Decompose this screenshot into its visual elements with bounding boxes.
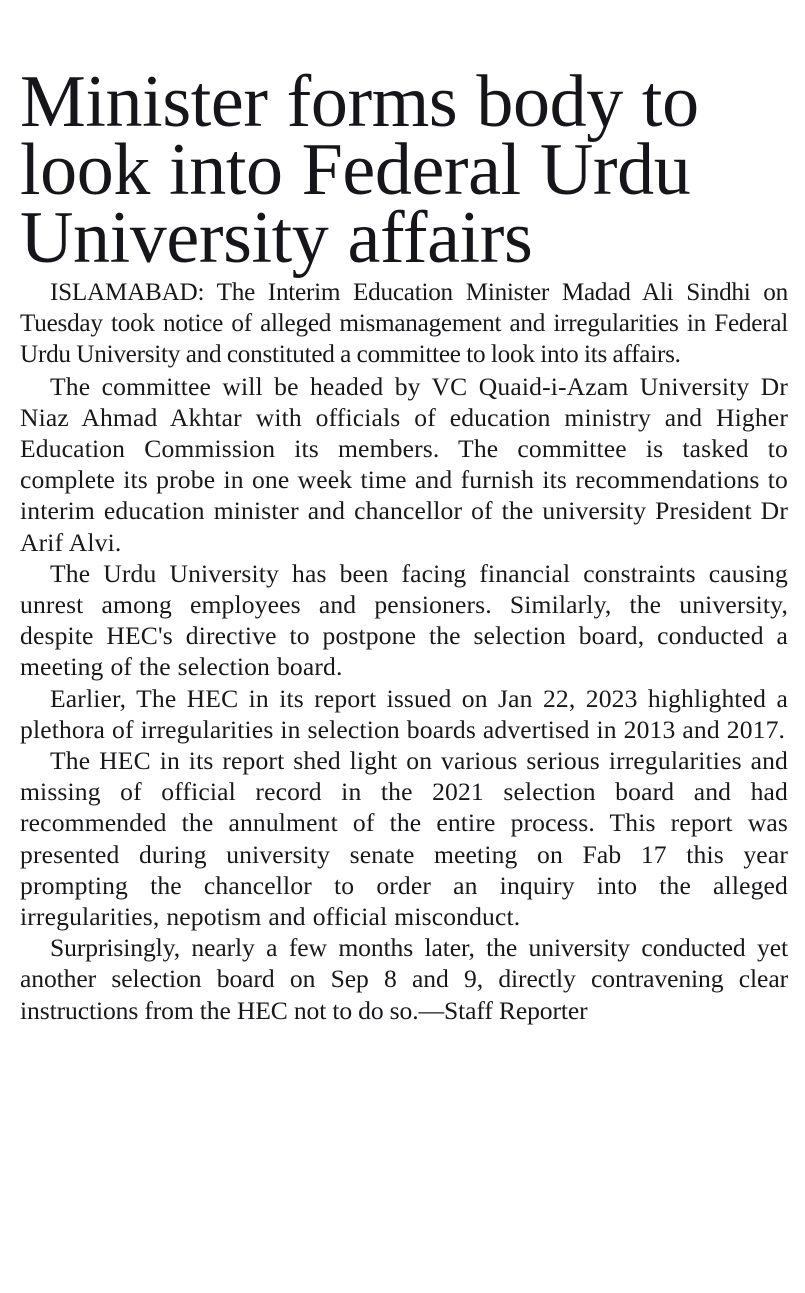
article-paragraph: Surprisingly, nearly a few months later, the university conducted yet another selection board on Sep 8 and 9, directly contravening clear instructions from the HEC not to do so.—Staff Reporter <box>20 933 788 1025</box>
article-headline <box>20 60 790 279</box>
headline-line-3: University affairs <box>20 196 533 279</box>
article-paragraph: The committee will be headed by VC Quaid-i-Azam University Dr Niaz Ahmad Akhtar with officials of education ministry and Higher Education Commission its members. The committee is tasked to complete its probe in one week time and furnish its recommendations to interim education minister and chancellor of the university President Dr Arif Alvi. <box>20 371 788 557</box>
article-paragraph: The HEC in its report shed light on various serious irregularities and missing of official record in the 2021 selection board and had recommended the annulment of the entire process. This report was presented during university senate meeting on Fab 17 this year prompting the chancellor to order an inquiry into the alleged irregularities, nepotism and official misconduct. <box>20 746 788 932</box>
headline-line-1: Minister forms body to <box>20 60 699 143</box>
article-paragraph: ISLAMABAD: The Interim Education Minister Madad Ali Sindhi on Tuesday took notice of alleged mismanagement and irregularities in Federal Urdu University and constituted a committee to look into its affairs. <box>20 279 788 369</box>
article-paragraph: The Urdu University has been facing financial constraints causing unrest among employees and pensioners. Similarly, the university, despite HEC's directive to postpone the selection board, conducted a meeting of the selection board. <box>20 558 788 682</box>
article-paragraph: Earlier, The HEC in its report issued on Jan 22, 2023 highlighted a plethora of irregularities in selection boards advertised in 2013 and 2017. <box>20 683 788 744</box>
article-body <box>20 277 788 1026</box>
headline-line-2: look into Federal Urdu <box>20 128 691 211</box>
